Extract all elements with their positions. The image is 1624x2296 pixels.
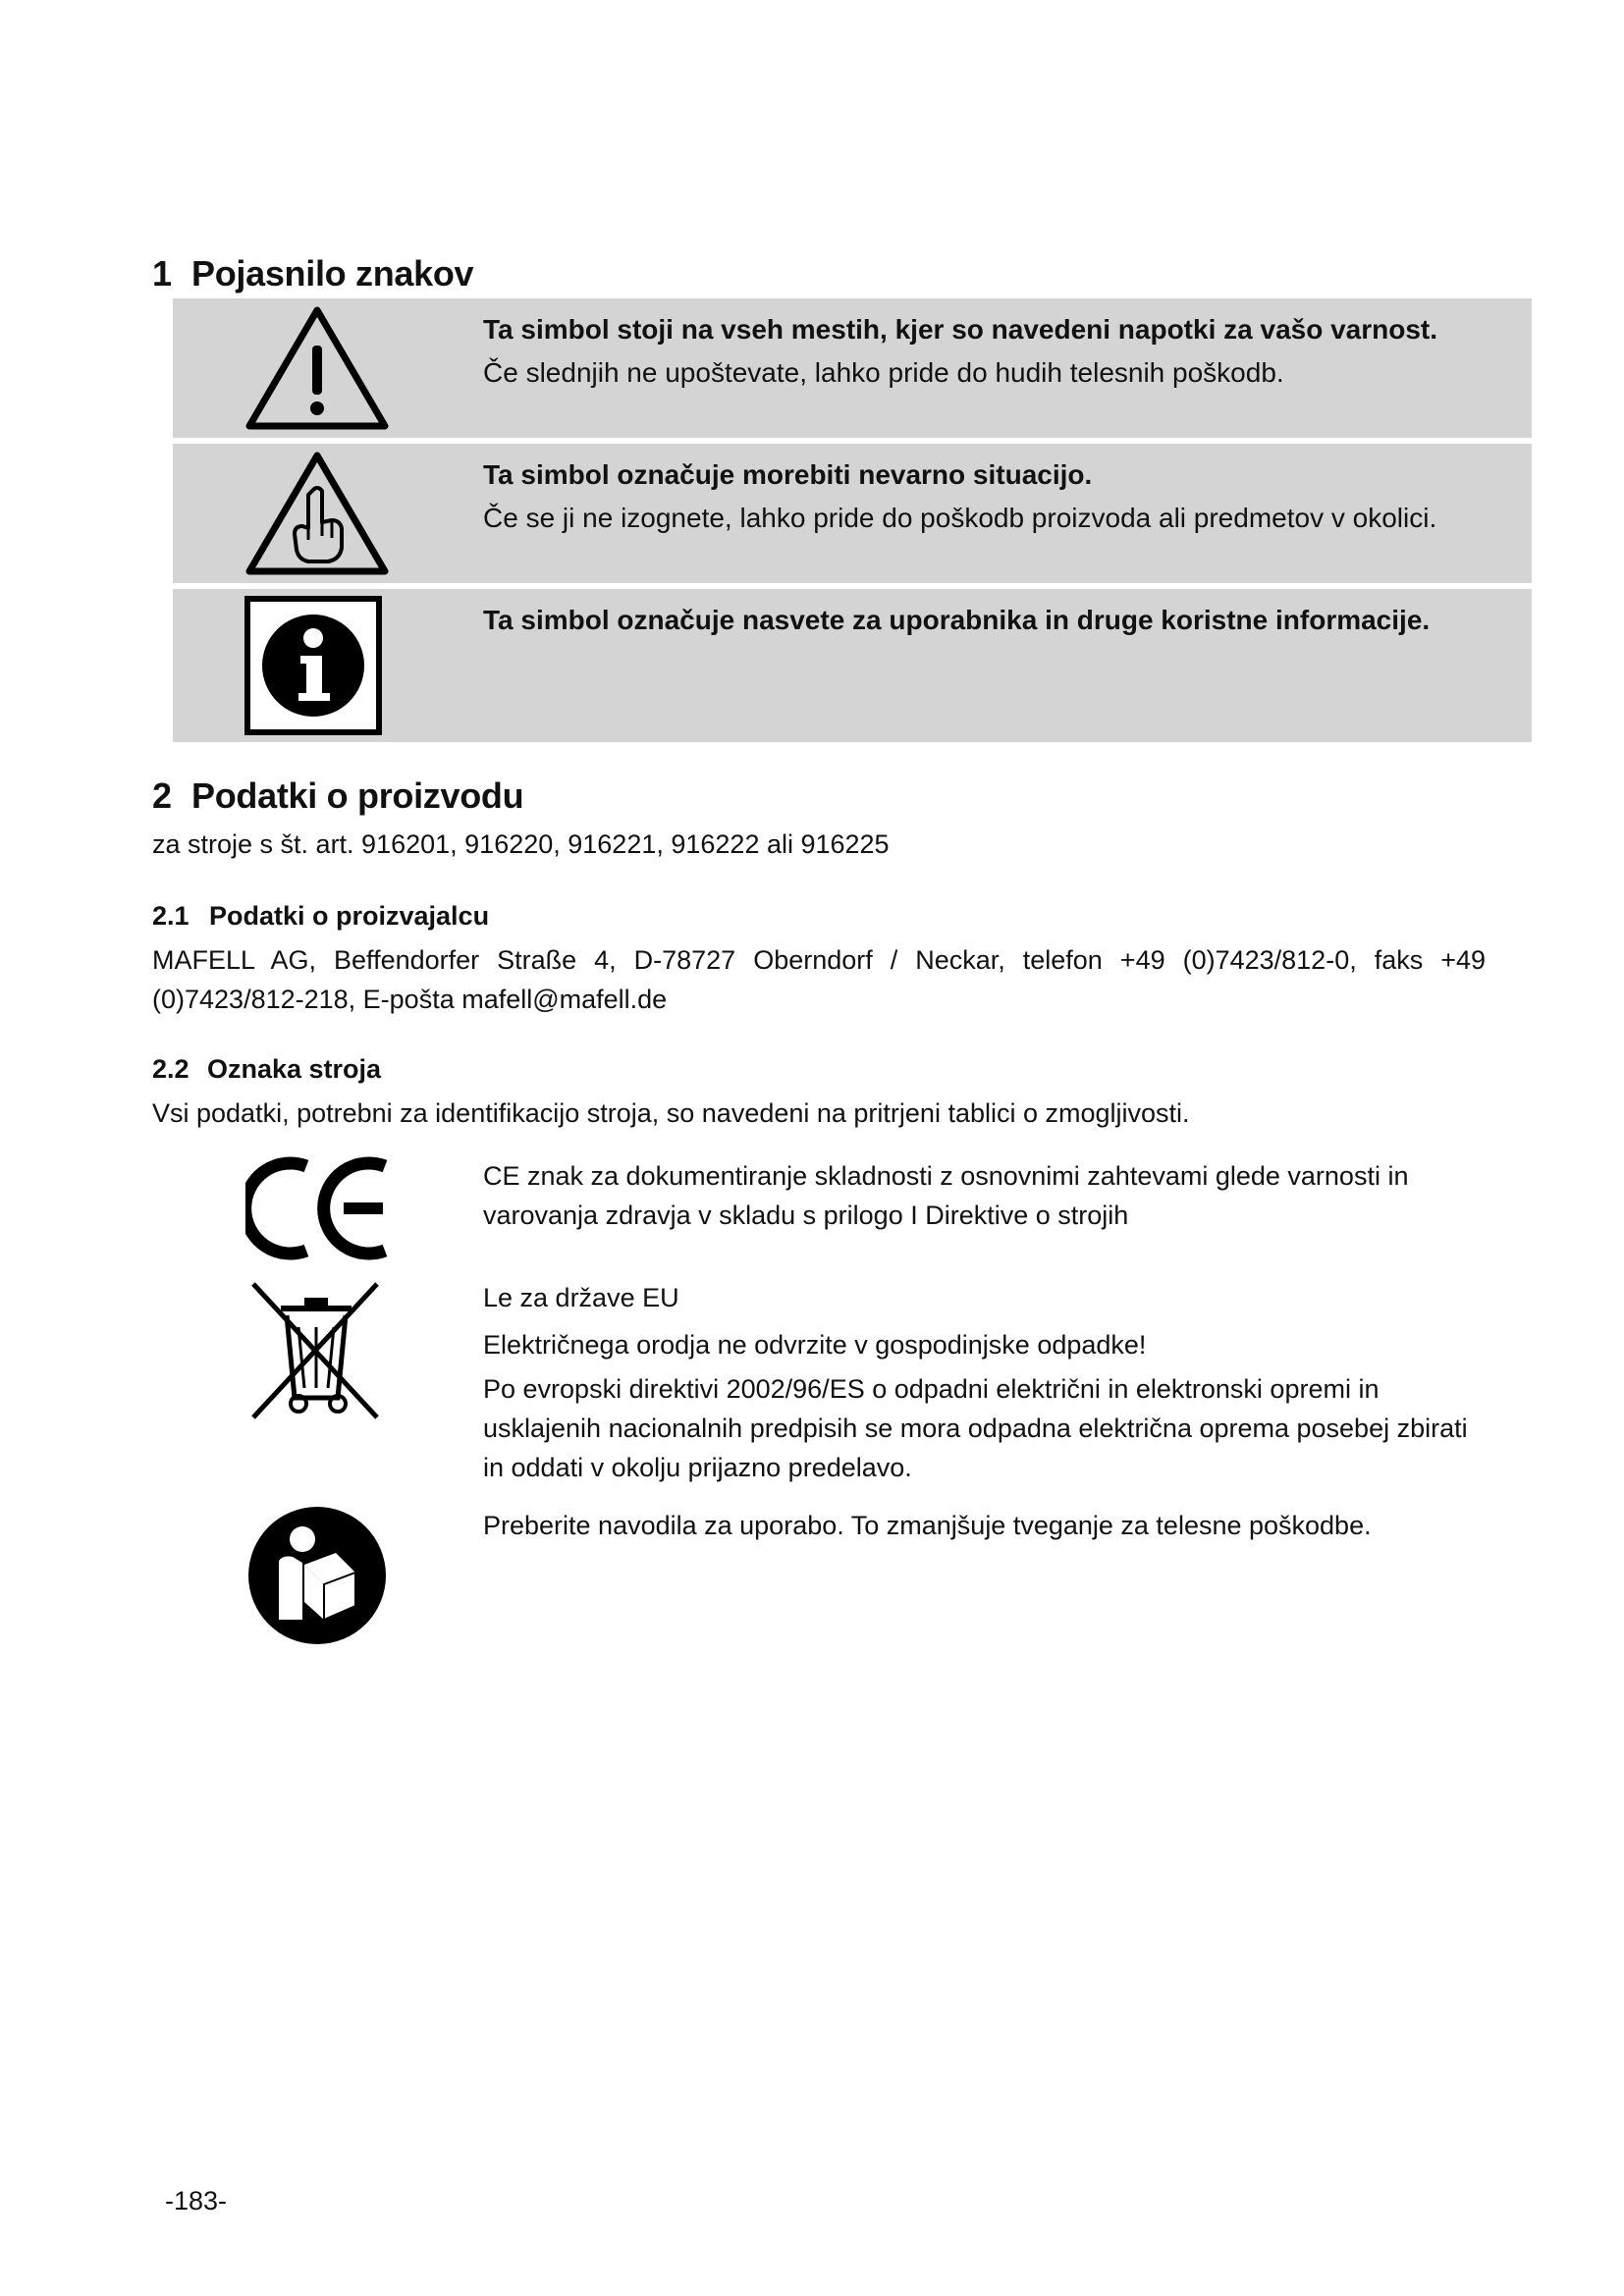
section2-2-intro: Vsi podatki, potrebni za identifikacijo stroja, so navedeni na pritrjeni tablici o zmogljivosti. — [152, 1098, 1190, 1128]
section2-title: Podatki o proizvodu — [191, 775, 524, 816]
section2-number: 2 — [152, 775, 172, 816]
symbol-row-info-bold: Ta simbol označuje nasvete za uporabnika in druge koristne informacije. — [483, 605, 1431, 635]
warning-hand-icon — [244, 450, 391, 579]
section1-heading — [152, 253, 473, 294]
crossed-bin-icon — [247, 1278, 385, 1425]
symbol-row-safety-desc: Če slednjih ne upoštevate, lahko pride do hudih telesnih poškodb. — [483, 357, 1284, 388]
page-number: -183- — [165, 2186, 228, 2216]
section2-2-number: 2.2 — [152, 1054, 189, 1084]
section2-2-heading — [152, 1054, 381, 1085]
weee-text-line-5: in oddati v okolju prijazno predelavo. — [483, 1453, 912, 1482]
warning-exclamation-icon — [244, 304, 391, 434]
weee-text-line-4: usklajenih nacionalnih predpisih se mora odpadna električna oprema posebej zbirati — [483, 1414, 1468, 1443]
weee-text — [483, 1278, 1468, 1487]
symbol-row-danger — [173, 444, 1532, 583]
ce-mark-icon — [245, 1154, 393, 1262]
manual-text: Preberite navodila za uporabo. To zmanjšuje tveganje za telesne poškodbe. — [483, 1511, 1372, 1540]
symbol-row-info — [173, 589, 1532, 742]
info-icon — [244, 595, 383, 736]
section2-1-title: Podatki o proizvajalcu — [209, 901, 490, 931]
section2-intro: za stroje s št. art. 916201, 916220, 916221, 916222 ali 916225 — [152, 829, 890, 859]
section2-1-heading — [152, 901, 489, 932]
symbol-row-safety — [173, 298, 1532, 438]
section1-number: 1 — [152, 253, 172, 294]
weee-text-line-3: Po evropski direktivi 2002/96/ES o odpadni električni in elektronski opremi in — [483, 1374, 1380, 1404]
section2-2-title: Oznaka stroja — [207, 1054, 382, 1084]
section2-1-number: 2.1 — [152, 901, 189, 931]
symbol-row-safety-bold: Ta simbol stoji na vseh mestih, kjer so navedeni napotki za vašo varnost. — [483, 314, 1438, 345]
ce-text-line-2: varovanja zdravja v skladu s prilogo I Direktive o strojih — [483, 1201, 1129, 1230]
section2-heading — [152, 775, 523, 817]
symbol-row-danger-text — [483, 454, 1436, 540]
manufacturer-line-1: MAFELL AG, Beffendorfer Straße 4, D-78727 Oberndorf / Neckar, telefon +49 (0)7423/812-0, faks +49 — [152, 945, 1486, 975]
read-manual-icon — [245, 1504, 389, 1647]
weee-text-line-1: Le za države EU — [483, 1283, 679, 1312]
ce-text — [483, 1156, 1408, 1235]
symbol-row-danger-bold: Ta simbol označuje morebiti nevarno situacijo. — [483, 459, 1093, 490]
ce-text-line-1: CE znak za dokumentiranje skladnosti z osnovnimi zahtevami glede varnosti in — [483, 1161, 1409, 1191]
symbol-row-safety-text — [483, 308, 1437, 395]
symbol-row-danger-desc: Če se ji ne izognete, lahko pride do poškodb proizvoda ali predmetov v okolici. — [483, 503, 1437, 533]
weee-text-line-2: Električnega orodja ne odvrzite v gospodinjske odpadke! — [483, 1330, 1147, 1360]
symbol-row-info-text — [483, 599, 1430, 642]
manufacturer-line-2: (0)7423/812-218, E-pošta mafell@mafell.de — [152, 985, 668, 1014]
section1-title: Pojasnilo znakov — [191, 253, 474, 294]
